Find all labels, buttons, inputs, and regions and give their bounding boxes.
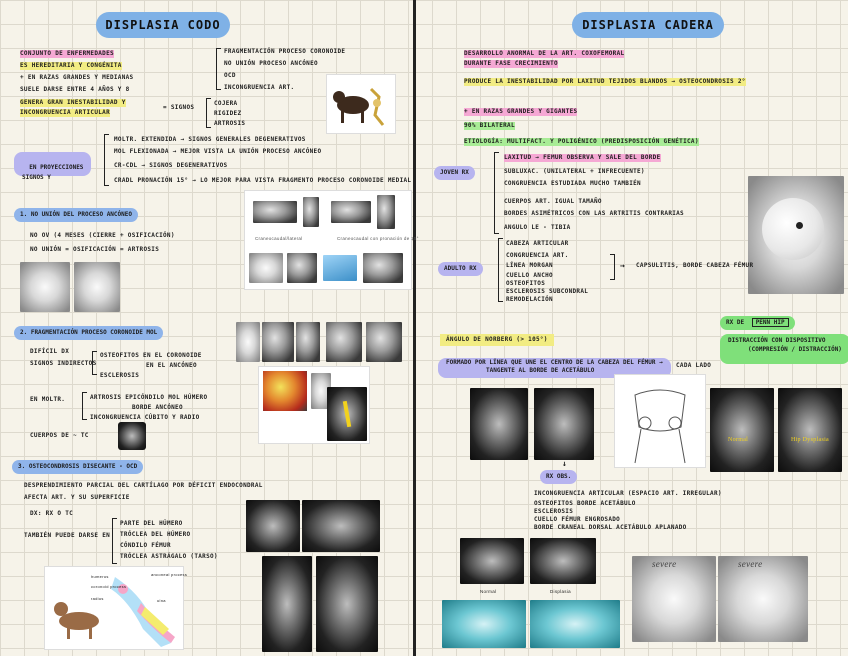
s3-title: 3. OSTEOCONDROSIS DISECANTE - OCD bbox=[12, 460, 143, 474]
elbow-xray-row-2 bbox=[262, 322, 294, 362]
right-title: DISPLASIA CADERA bbox=[572, 12, 724, 38]
problems-label: EN PROYECCIONES SIGNOS Y bbox=[22, 164, 84, 181]
right-intro-0: DESARROLLO ANORMAL DE LA ART. COXOFEMORAL bbox=[464, 50, 625, 57]
s2-line2-1: ARTROSIS EPICÓNDILO MOL HÚMERO bbox=[90, 394, 208, 401]
s2-line2-2: BORDE ANCÓNEO bbox=[132, 404, 183, 411]
joven-line-2: CONGRUENCIA ESTUDIADA MUCHO TAMBIÉN bbox=[504, 180, 641, 187]
s3-line-2: DX: RX O TC bbox=[30, 510, 74, 517]
s2-line-4: ESCLEROSIS bbox=[100, 372, 140, 379]
norberg-line-0: FORMADO POR LÍNEA QUE UNE EL CENTRO DE LA CABEZA DEL FÉMUR → bbox=[446, 359, 663, 366]
adulto-line-2: LÍNEA MORGAN bbox=[506, 262, 553, 269]
rx-pill: RX OBS. bbox=[540, 470, 577, 484]
severe-label-1: severe bbox=[738, 559, 763, 569]
joven-brace bbox=[494, 152, 499, 234]
right-intro-4: 90% BILATERAL bbox=[464, 122, 515, 129]
dog-label-0: humerus bbox=[91, 574, 109, 579]
severe-xray-2 bbox=[718, 556, 808, 642]
joven-line-1: SUBLUXAC. (UNILATERAL + INFRECUENTE) bbox=[504, 168, 645, 175]
right-intro-5: ETIOLOGÍA: MULTIFACT. Y POLIGÉNICO (PREDISPOSICIÓN GENÉTICA) bbox=[464, 138, 699, 145]
pennhip-pill-1 bbox=[720, 316, 795, 330]
s1-line-1: NO UNIÓN = OSIFICACIÓN = ARTROSIS bbox=[30, 246, 160, 253]
left-title: DISPLASIA CODO bbox=[96, 12, 230, 38]
xray-panel1-img2 bbox=[303, 197, 319, 227]
s3-line-0: DESPRENDIMIENTO PARCIAL DEL CARTÍLAGO POR DÉFICIT ENDOCONDRAL bbox=[24, 482, 263, 489]
xray-caption-0: Craneocaudal/lateral bbox=[255, 236, 303, 241]
signs-brace bbox=[206, 98, 211, 128]
dog-label-3: ulna bbox=[157, 598, 166, 603]
yellow-mark-icon bbox=[343, 401, 351, 427]
hip-xray-normal-bottom bbox=[460, 538, 524, 584]
hip-xray-1 bbox=[470, 388, 528, 460]
sign-2: ARTROSIS bbox=[214, 120, 246, 127]
right-intro-2: PRODUCE LA INESTABILIDAD POR LAXITUD TEJIDOS BLANDOS → OSTEOCONDROSIS 2° bbox=[464, 78, 746, 85]
adulto-brace bbox=[498, 238, 503, 302]
xray-panel1-img4 bbox=[377, 195, 395, 229]
problems-pill bbox=[14, 152, 91, 181]
hip-xray-displasia-bottom bbox=[530, 538, 596, 584]
shoulder-xray bbox=[246, 500, 300, 552]
elbow-xray-row-5 bbox=[366, 322, 402, 362]
adulto-rbrace bbox=[610, 254, 615, 280]
ct-yellow-mark-image bbox=[327, 387, 367, 441]
sign-1: RIGIDEZ bbox=[214, 110, 242, 117]
dog-label-2: radius bbox=[91, 596, 104, 601]
s1-line-0: NO OV (4 MESES (CIERRE + OSIFICACIÓN) bbox=[30, 232, 175, 239]
xray-panel-1 bbox=[244, 190, 419, 290]
s3-line-3: TAMBIÉN PUEDE DARSE EN bbox=[24, 532, 111, 539]
adulto-line-4: OSTEOFITOS bbox=[506, 280, 546, 287]
hip-xray-normal bbox=[710, 388, 774, 472]
joven-line-0: LAXITUD → FEMUR OBSERVA Y SALE DEL BORDE bbox=[504, 154, 661, 161]
s3-brace bbox=[112, 518, 117, 564]
box-label-dysplasia: Hip Dysplasia bbox=[790, 437, 830, 443]
hip-xray-dysplasia bbox=[778, 388, 842, 472]
elbow-xray-1 bbox=[20, 262, 70, 312]
box-label-normal: Normal bbox=[728, 437, 749, 443]
adulto-pill: ADULTO RX bbox=[438, 262, 483, 276]
xray-panel1-img7 bbox=[323, 255, 357, 281]
sign-0: COJERA bbox=[214, 100, 238, 107]
rx-line-3: CUELLO FÉMUR ENGROSADO bbox=[534, 516, 621, 523]
norberg-right: CADA LADO bbox=[676, 362, 712, 369]
left-intro-right-0: FRAGMENTACIÓN PROCESO CORONOIDE bbox=[224, 48, 346, 55]
pennhip-label-3: (COMPRESIÓN / DISTRACCIÓN) bbox=[748, 346, 842, 353]
joven-pill: JOVEN RX bbox=[434, 166, 475, 180]
left-intro-4: GENERA GRAN INESTABILIDAD Y bbox=[20, 99, 126, 106]
xray-panel1-img1 bbox=[253, 201, 297, 223]
s2-brace bbox=[92, 351, 97, 375]
rx-line-2: ESCLEROSIS bbox=[534, 508, 574, 515]
rx-line-1: OSTEOFITOS BORDE ACETÁBULO bbox=[534, 500, 636, 507]
adulto-line-1: CONGRUENCIA ART. bbox=[506, 252, 569, 259]
s2-line-3: EN EL ANCÓNEO bbox=[146, 362, 197, 369]
s3-line-1: AFECTA ART. Y SU SUPERFICIE bbox=[24, 494, 130, 501]
dog-anatomy-illustration bbox=[44, 566, 188, 650]
severe-label-0: severe bbox=[652, 559, 677, 569]
pennhip-label-0: RX DE bbox=[726, 319, 745, 326]
s3-list-0: PARTE DEL HÚMERO bbox=[120, 520, 183, 527]
left-intro-right-2: OCD bbox=[224, 72, 236, 79]
hip-xray-teal-2 bbox=[530, 600, 620, 648]
s2-brace-2 bbox=[82, 392, 87, 420]
pelvis-diagram bbox=[614, 374, 706, 468]
joint-xray-3 bbox=[262, 556, 312, 652]
dog-label-1: coronoid process bbox=[91, 584, 127, 589]
dog-anatomy-icon bbox=[45, 567, 183, 649]
xray-panel1-img3 bbox=[331, 201, 371, 223]
s2-line-1: SIGNOS INDIRECTOS bbox=[30, 360, 97, 367]
adulto-line-5: ESCLEROSIS SUBCONDRAL bbox=[506, 288, 589, 295]
signs-label: = SIGNOS bbox=[163, 104, 195, 111]
elbow-xray-2 bbox=[74, 262, 120, 312]
ct-panel bbox=[258, 366, 370, 444]
adulto-line-0: CABEZA ARTICULAR bbox=[506, 240, 569, 247]
left-intro-right-3: INCONGRUENCIA ART. bbox=[224, 84, 295, 91]
elbow-xray-row-4 bbox=[326, 322, 362, 362]
rx-line-0: INCONGRUENCIA ARTICULAR (ESPACIO ART. IRREGULAR) bbox=[534, 490, 722, 497]
adulto-line-6: REMODELACIÓN bbox=[506, 296, 553, 303]
pelvis-drawing-icon bbox=[615, 375, 705, 467]
hip-xray-big bbox=[748, 176, 844, 294]
hip-xray-2 bbox=[534, 388, 594, 460]
severe-xray-1 bbox=[632, 556, 716, 642]
hip-dot bbox=[796, 222, 803, 229]
dog-photo bbox=[326, 74, 396, 134]
s1-title: 1. NO UNIÓN DEL PROCESO ANCÓNEO bbox=[14, 208, 138, 222]
s2-line2-3: INCONGRUENCIA CÚBITO Y RADIO bbox=[90, 414, 200, 421]
xray-panel1-img6 bbox=[287, 253, 317, 283]
s2-line-0: DIFÍCIL DX bbox=[30, 348, 70, 355]
s3-list-3: TRÓCLEA ASTRÁGALO (TARSO) bbox=[120, 553, 218, 560]
adulto-line-3: CUELLO ANCHO bbox=[506, 272, 553, 279]
left-intro-right-1: NO UNIÓN PROCESO ANCÓNEO bbox=[224, 60, 318, 67]
xray-caption-1: Craneocaudal con pronación de 15° bbox=[337, 236, 419, 241]
s2-line2-0: EN MOLTR. bbox=[30, 396, 66, 403]
rx-arrow-icon: ↓ bbox=[562, 459, 567, 468]
joint-xray-4 bbox=[316, 556, 378, 652]
dog-label-4: anconeal process bbox=[151, 572, 188, 577]
s3-list-2: CÓNDILO FÉMUR bbox=[120, 542, 171, 549]
xray-panel1-img5 bbox=[249, 253, 283, 283]
left-intro-2: + EN RAZAS GRANDES Y MEDIANAS bbox=[20, 74, 134, 81]
s3-list-1: TRÓCLEA DEL HÚMERO bbox=[120, 531, 191, 538]
column-divider bbox=[413, 0, 416, 656]
s2-line-2: OSTEOFITOS EN EL CORONOIDE bbox=[100, 352, 202, 359]
pennhip-pill-2 bbox=[720, 334, 848, 364]
pennhip-label-2: DISTRACCIÓN CON DISPOSITIVO bbox=[728, 337, 826, 344]
norberg-title: ÁNGULO DE NORBERG (> 105°) bbox=[440, 334, 554, 346]
elbow-xray-row-3 bbox=[296, 322, 320, 362]
left-intro-1: ES HEREDITARIA Y CONGÉNITA bbox=[20, 62, 122, 69]
norberg-line-1: TANGENTE AL BORDE DE ACETÁBULO bbox=[486, 367, 595, 374]
problem-2: CR-CDL → SIGNOS DEGENERATIVOS bbox=[114, 162, 228, 169]
dog-silhouette-icon bbox=[327, 75, 395, 133]
adulto-right-0: CAPSULITIS, BORDE CABEZA FÉMUR bbox=[636, 262, 754, 269]
shoulder-xray-2 bbox=[302, 500, 380, 552]
left-intro-3: SUELE DARSE ENTRE 4 AÑOS Y 8 bbox=[20, 86, 130, 93]
problems-brace bbox=[104, 134, 109, 186]
s2-title: 2. FRAGMENTACIÓN PROCESO CORONOIDE MOL bbox=[14, 326, 163, 340]
joven-line-4: BORDES ASIMÉTRICOS CON LAS ARTRITIS CONTRARIAS bbox=[504, 210, 684, 217]
ct-scan-thumb bbox=[118, 422, 146, 450]
right-intro-3: + EN RAZAS GRANDES Y GIGANTES bbox=[464, 108, 578, 115]
xray-panel1-img8 bbox=[363, 253, 403, 283]
problem-1: MOL FLEXIONADA → MEJOR VISTA LA UNIÓN PROCESO ANCÓNEO bbox=[114, 148, 322, 155]
intro-brace bbox=[216, 48, 221, 90]
hip-xray-teal-1 bbox=[442, 600, 526, 648]
pennhip-label-1: PENN HIP bbox=[752, 318, 789, 327]
adulto-arrow-icon: → bbox=[620, 261, 625, 270]
ct-colored-image bbox=[263, 371, 307, 411]
s2-line2-4: CUERPOS DE ~ TC bbox=[30, 432, 89, 439]
hip-femur-head bbox=[762, 198, 824, 260]
rx-line-4: BORDE CRANEAL DORSAL ACETÁBULO APLANADO bbox=[534, 524, 687, 531]
joven-line-3: CUERPOS ART. IGUAL TAMAÑO bbox=[504, 198, 602, 205]
bottom-caption-displasia: Displasia bbox=[550, 589, 571, 594]
problem-0: MOLTR. EXTENDIDA → SIGNOS GENERALES DEGENERATIVOS bbox=[114, 136, 306, 143]
right-intro-1: DURANTE FASE CRECIMIENTO bbox=[464, 60, 558, 67]
bottom-caption-normal: Normal bbox=[480, 589, 497, 594]
joven-line-5: ANGULO LE - TIBIA bbox=[504, 224, 571, 231]
problem-3: CRADL PRONACIÓN 15° → LO MEJOR PARA VISTA FRAGMENTO PROCESO CORONOIDE MEDIAL bbox=[114, 177, 412, 184]
left-intro-0: CONJUNTO DE ENFERMEDADES bbox=[20, 50, 114, 57]
elbow-xray-row bbox=[236, 322, 260, 362]
left-intro-5: INCONGRUENCIA ARTICULAR bbox=[20, 109, 110, 116]
